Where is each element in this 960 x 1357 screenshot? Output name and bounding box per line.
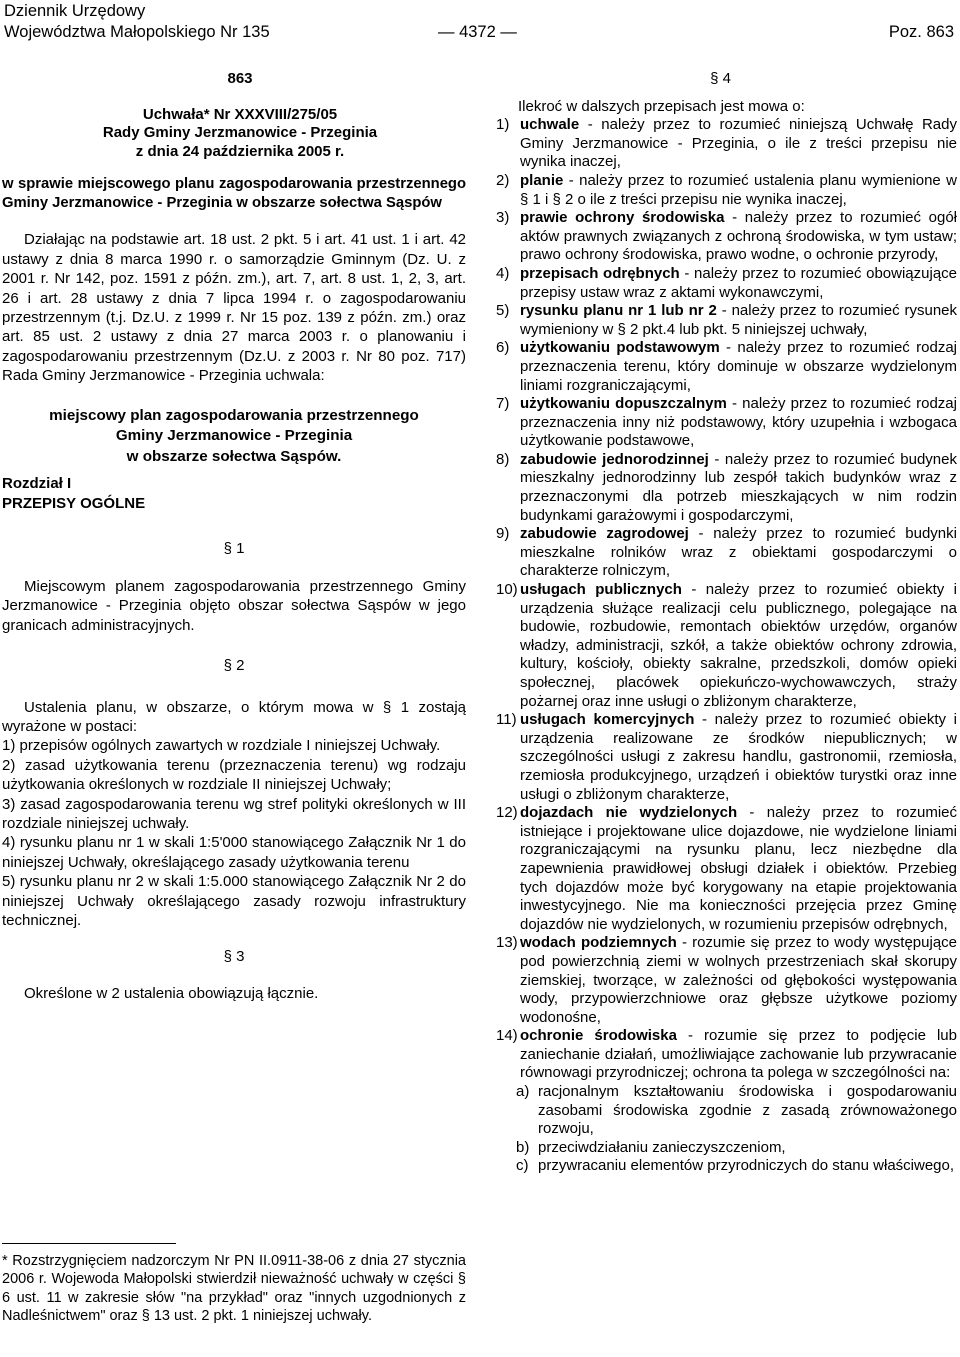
section-2-item [2, 795, 466, 834]
act-title [14, 106, 466, 162]
section-1-heading: § 1 [223, 540, 245, 558]
item-number: 3) [496, 209, 510, 227]
position-number: Poz. 863 [888, 23, 954, 41]
definitions-list [496, 116, 957, 1083]
item-number: 7) [496, 395, 510, 413]
resolved-line: miejscowy plan zagospodarowania przestrzennego [49, 406, 419, 424]
item-number: 13) [496, 934, 518, 952]
item-letter: a) [516, 1083, 530, 1101]
definition-text: - należy przez to rozumieć obiekty i urządzenia służące realizacji celu publicznego, polegające na budowie, rozbudowie, remontach obiektów urzędów, organów władzy, administracji, szkół, a także obiektów ochrony zdrowia, kultury, kościoły, obiekty sakralne, przedszkoli, domów opieki społecznej, placówek opiekuńczo-wychowawczych, straży pożarnej oraz inne usługi o zbliżonym charakterze, [520, 581, 957, 710]
item-text: przepisów ogólnych zawartych w rozdziale I niniejszej Uchwały. [19, 737, 441, 755]
definition-item [496, 302, 957, 339]
definition-item [496, 339, 957, 395]
sub-item-text: racjonalnym kształtowaniu środowiska i gospodarowaniu zasobami środowiska zgodnie z zasadą zrównoważonego rozwoju, [538, 1083, 957, 1138]
definition-item [496, 209, 957, 265]
section-2-intro: Ustalenia planu, w obszarze, o którym mowa w § 1 zostają wyrażone w postaci: [2, 698, 466, 735]
section-2-item [2, 756, 466, 795]
defined-term: planie [520, 171, 564, 189]
section-2-item [2, 736, 466, 755]
section-2-list [2, 736, 466, 930]
sub-item [496, 1083, 957, 1139]
sub-list [496, 1083, 957, 1176]
definition-text: - należy przez to rozumieć budynki mieszkalne rolników wraz z obiektami gospodarczymi o charakterze rolniczym, [520, 525, 957, 580]
defined-term: zabudowie zagrodowej [520, 525, 689, 543]
definition-item [496, 525, 957, 581]
definition-item [496, 581, 957, 711]
defined-term: wodach podziemnych [520, 934, 677, 952]
sub-item [496, 1157, 957, 1176]
defined-term: usługach komercyjnych [520, 711, 695, 729]
right-column [496, 70, 957, 1176]
chapter-number: Rozdział I [2, 475, 72, 493]
definition-item [496, 451, 957, 525]
item-text: rysunku planu nr 1 w skali 1:5'000 stanowiącego Załącznik Nr 1 do niniejszej Uchwały, określającego zasady użytkowania terenu [2, 834, 466, 871]
footnote: * Rozstrzygnięciem nadzorczym Nr PN II.0911-38-06 z dnia 27 stycznia 2006 r. Wojewoda Małopolski stwierdził nieważność uchwały w części § 6 ust. 11 w zakresie słów "na przykład" oraz "innych uzgodnionych z Nadleśnictwem" oraz § 13 ust. 2 pkt. 1 niniejszej uchwały. [2, 1253, 466, 1325]
defined-term: dojazdach nie wydzielonych [520, 804, 738, 822]
title-line: Uchwała* Nr XXXVIII/275/05 [142, 105, 338, 123]
definition-text: - należy przez to rozumieć ustalenia planu wymienione w § 1 i § 2 o ile z treści przepisu nie wynika inaczej, [520, 171, 957, 208]
item-number: 10) [496, 581, 518, 599]
act-number: 863 [227, 70, 253, 87]
definition-text: - należy przez to rozumieć ogół aktów prawnych związanych z ochroną środowiska, w tym ustaw; prawo ochrony środowiska, prawo wodne, o ochronie przyrody, [520, 209, 957, 264]
journal-name: Dziennik Urzędowy [4, 2, 146, 20]
preamble: Działając na podstawie art. 18 ust. 2 pkt. 5 i art. 41 ust. 1 i art. 42 ustawy z dnia 8 marca 1990 r. o samorządzie Gminnym (Dz. U. z 2001 r. Nr 142, poz. 1591 z późn. zm.), art. 7, art. 8 ust. 1, 2, 3, art. 26 i art. 28 ustawy z dnia 7 lipca 1994 r. o zagospodarowaniu przestrzennym (t.j. Dz.U. z 1999 r. Nr 15 poz. 139 z późn. zm.) oraz art. 85 ust. 2 ustawy z dnia 27 marca 2003 r. o planowaniu i zagospodarowaniu przestrzennym (Dz.U. z 2003 r. Nr 80 poz. 717) Rada Gminy Jerzmanowice - Przeginia uchwala: [2, 231, 466, 385]
defined-term: użytkowaniu dopuszczalnym [520, 395, 727, 413]
item-number: 4) [2, 834, 20, 852]
item-number: 11) [496, 711, 517, 729]
section-4-intro: Ilekroć w dalszych przepisach jest mowa o: [518, 97, 805, 115]
definition-text: - należy przez to rozumieć rodzaj przeznaczenia inny niż podstawowy, który uzupełnia i wzbogaca użytkowanie podstawowe, [520, 395, 957, 450]
chapter-title: PRZEPISY OGÓLNE [2, 495, 146, 513]
section-1-text: Miejscowym planem zagospodarowania przestrzennego Gminy Jerzmanowice - Przeginia objęto obszar sołectwa Sąspów w jego granicach administracyjnych. [2, 577, 466, 634]
definition-item [496, 172, 957, 209]
resolved-line: w obszarze sołectwa Sąspów. [126, 447, 342, 465]
item-number: 2) [2, 756, 26, 774]
section-4-heading: § 4 [710, 70, 731, 87]
item-number: 9) [496, 525, 510, 543]
section-2-item [2, 833, 466, 872]
definition-text: - należy przez to rozumieć rodzaj przeznaczenia terenu, który dominuje w obszarze wydzielonym liniami rozgraniczającymi, [520, 339, 957, 394]
item-number: 2) [496, 171, 510, 189]
resolved-plan [2, 406, 466, 468]
definition-text: - rozumie się przez to podjęcie lub zaniechanie działań, umożliwiające zachowanie lub przywracanie równowagi przyrodniczej; ochrona ta polega w szczególności na: [520, 1027, 957, 1082]
definition-text: - należy przez to rozumieć niniejszą Uchwałę Rady Gminy Jerzmanowice - Przeginia, o ile z treści przepisu nie wynika inaczej, [520, 116, 957, 171]
defined-term: zabudowie jednorodzinnej [520, 450, 709, 468]
item-text: zasad zagospodarowania terenu wg stref polityki określonych w III rozdziale niniejszej uchwały. [2, 795, 466, 832]
title-line: Rady Gminy Jerzmanowice - Przeginia [102, 124, 378, 142]
defined-term: użytkowaniu podstawowym [520, 339, 720, 357]
item-number: 12) [496, 804, 518, 822]
item-letter: b) [516, 1138, 530, 1156]
defined-term: prawie ochrony środowiska [520, 209, 725, 227]
sub-item [496, 1139, 957, 1158]
definition-item [496, 116, 957, 172]
definition-item [496, 395, 957, 451]
item-number: 1) [2, 737, 20, 755]
item-number: 4) [496, 264, 510, 282]
title-line: z dnia 24 października 2005 r. [135, 142, 345, 160]
left-column [2, 70, 466, 1004]
resolved-line: Gminy Jerzmanowice - Przeginia [115, 427, 353, 445]
defined-term: uchwale [520, 116, 580, 134]
definition-text: - należy przez to rozumieć budynek mieszkalny jednorodzinny lub zespół takich budynków wraz z przeznaczonymi dla potrzeb mieszkających w nim rodzin budynkami garażowymi i gospodarczymi, [520, 450, 957, 524]
section-3-heading: § 3 [223, 948, 245, 966]
defined-term: przepisach odrębnych [520, 264, 680, 282]
journal-issue: Województwa Małopolskiego Nr 135 [4, 23, 270, 41]
defined-term: ochronie środowiska [520, 1027, 677, 1045]
item-text: zasad użytkowania terenu (przeznaczenia terenu) wg rodzaju użytkowania określonych w rozdziale II niniejszej Uchwały; [2, 756, 466, 794]
definition-item [496, 265, 957, 302]
item-number: 8) [496, 450, 510, 468]
act-subject: w sprawie miejscowego planu zagospodarowania przestrzennego Gminy Jerzmanowice - Przeginia w obszarze sołectwa Sąspów [2, 176, 466, 212]
defined-term: usługach publicznych [520, 581, 682, 599]
definition-text: - należy przez to rozumieć obowiązujące przepisy ustaw wraz z aktami wykonawczymi, [520, 264, 957, 301]
definition-item [496, 934, 957, 1027]
item-number: 1) [496, 116, 510, 134]
page-header [4, 0, 956, 44]
item-number: 3) [2, 795, 21, 813]
definition-text: - należy przez to rozumieć obiekty i urządzenia realizowane ze środków niepublicznych; w szczególności usługi z zakresu handlu, gastronomii, rzemiosła, rzemiosła produkcyjnego, urządzeń i obiektów turystki oraz inne usługi o zbliżonym charakterze, [520, 711, 957, 803]
definition-item [496, 804, 957, 934]
definition-item [496, 1027, 957, 1083]
section-2-heading: § 2 [223, 656, 245, 674]
item-number: 14) [496, 1027, 518, 1045]
sub-item-text: przywracaniu elementów przyrodniczych do stanu właściwego, [538, 1157, 955, 1175]
item-number: 6) [496, 339, 510, 357]
definition-text: - należy przez to rozumieć istniejące i projektowane ulice dojazdowe, nie wydzielone liniami rozgraniczającymi na rysunku planu, lecz niezbędne dla zapewnienia prawidłowej obsługi działek i obiektów. Przebieg tych dojazdów może być korygowany na etapie projektowania inwestycyjnego. Nie ma konieczności przejęcia przez Gminę dojazdów nie wydzielonych, w rozumieniu przepisów odrębnych, [520, 804, 958, 933]
section-3-text: Określone w 2 ustalenia obowiązują łącznie. [24, 985, 319, 1002]
defined-term: rysunku planu nr 1 lub nr 2 [520, 302, 717, 320]
page-number: — 4372 — [438, 23, 517, 41]
item-number: 5) [496, 302, 510, 320]
chapter-heading [2, 474, 466, 514]
journal-title [4, 1, 270, 43]
definition-item [496, 711, 957, 804]
definition-text: - rozumie się przez to wody występujące pod powierzchnią ziemi w wolnych przestrzeniach skał skorupy ziemskiej, tworzące, w zależności od głębokości występowania wody, przypowierzchniowe oraz głębsze użytkowe poziomy wodonośne, [520, 934, 957, 1026]
item-text: rysunku planu nr 2 w skali 1:5.000 stanowiącego Załącznik Nr 2 do niniejszej Uchwały określającego zasady rozwoju infrastruktury technicznej. [2, 873, 466, 929]
footnote-rule [2, 1243, 176, 1244]
item-number: 5) [2, 873, 20, 891]
sub-item-text: przeciwdziałaniu zanieczyszczeniom, [538, 1138, 786, 1156]
item-letter: c) [516, 1157, 529, 1175]
definition-text: - należy przez to rozumieć rysunek wymieniony w § 2 pkt.4 lub pkt. 5 niniejszej uchwały, [520, 302, 957, 338]
section-2-item [2, 872, 466, 930]
